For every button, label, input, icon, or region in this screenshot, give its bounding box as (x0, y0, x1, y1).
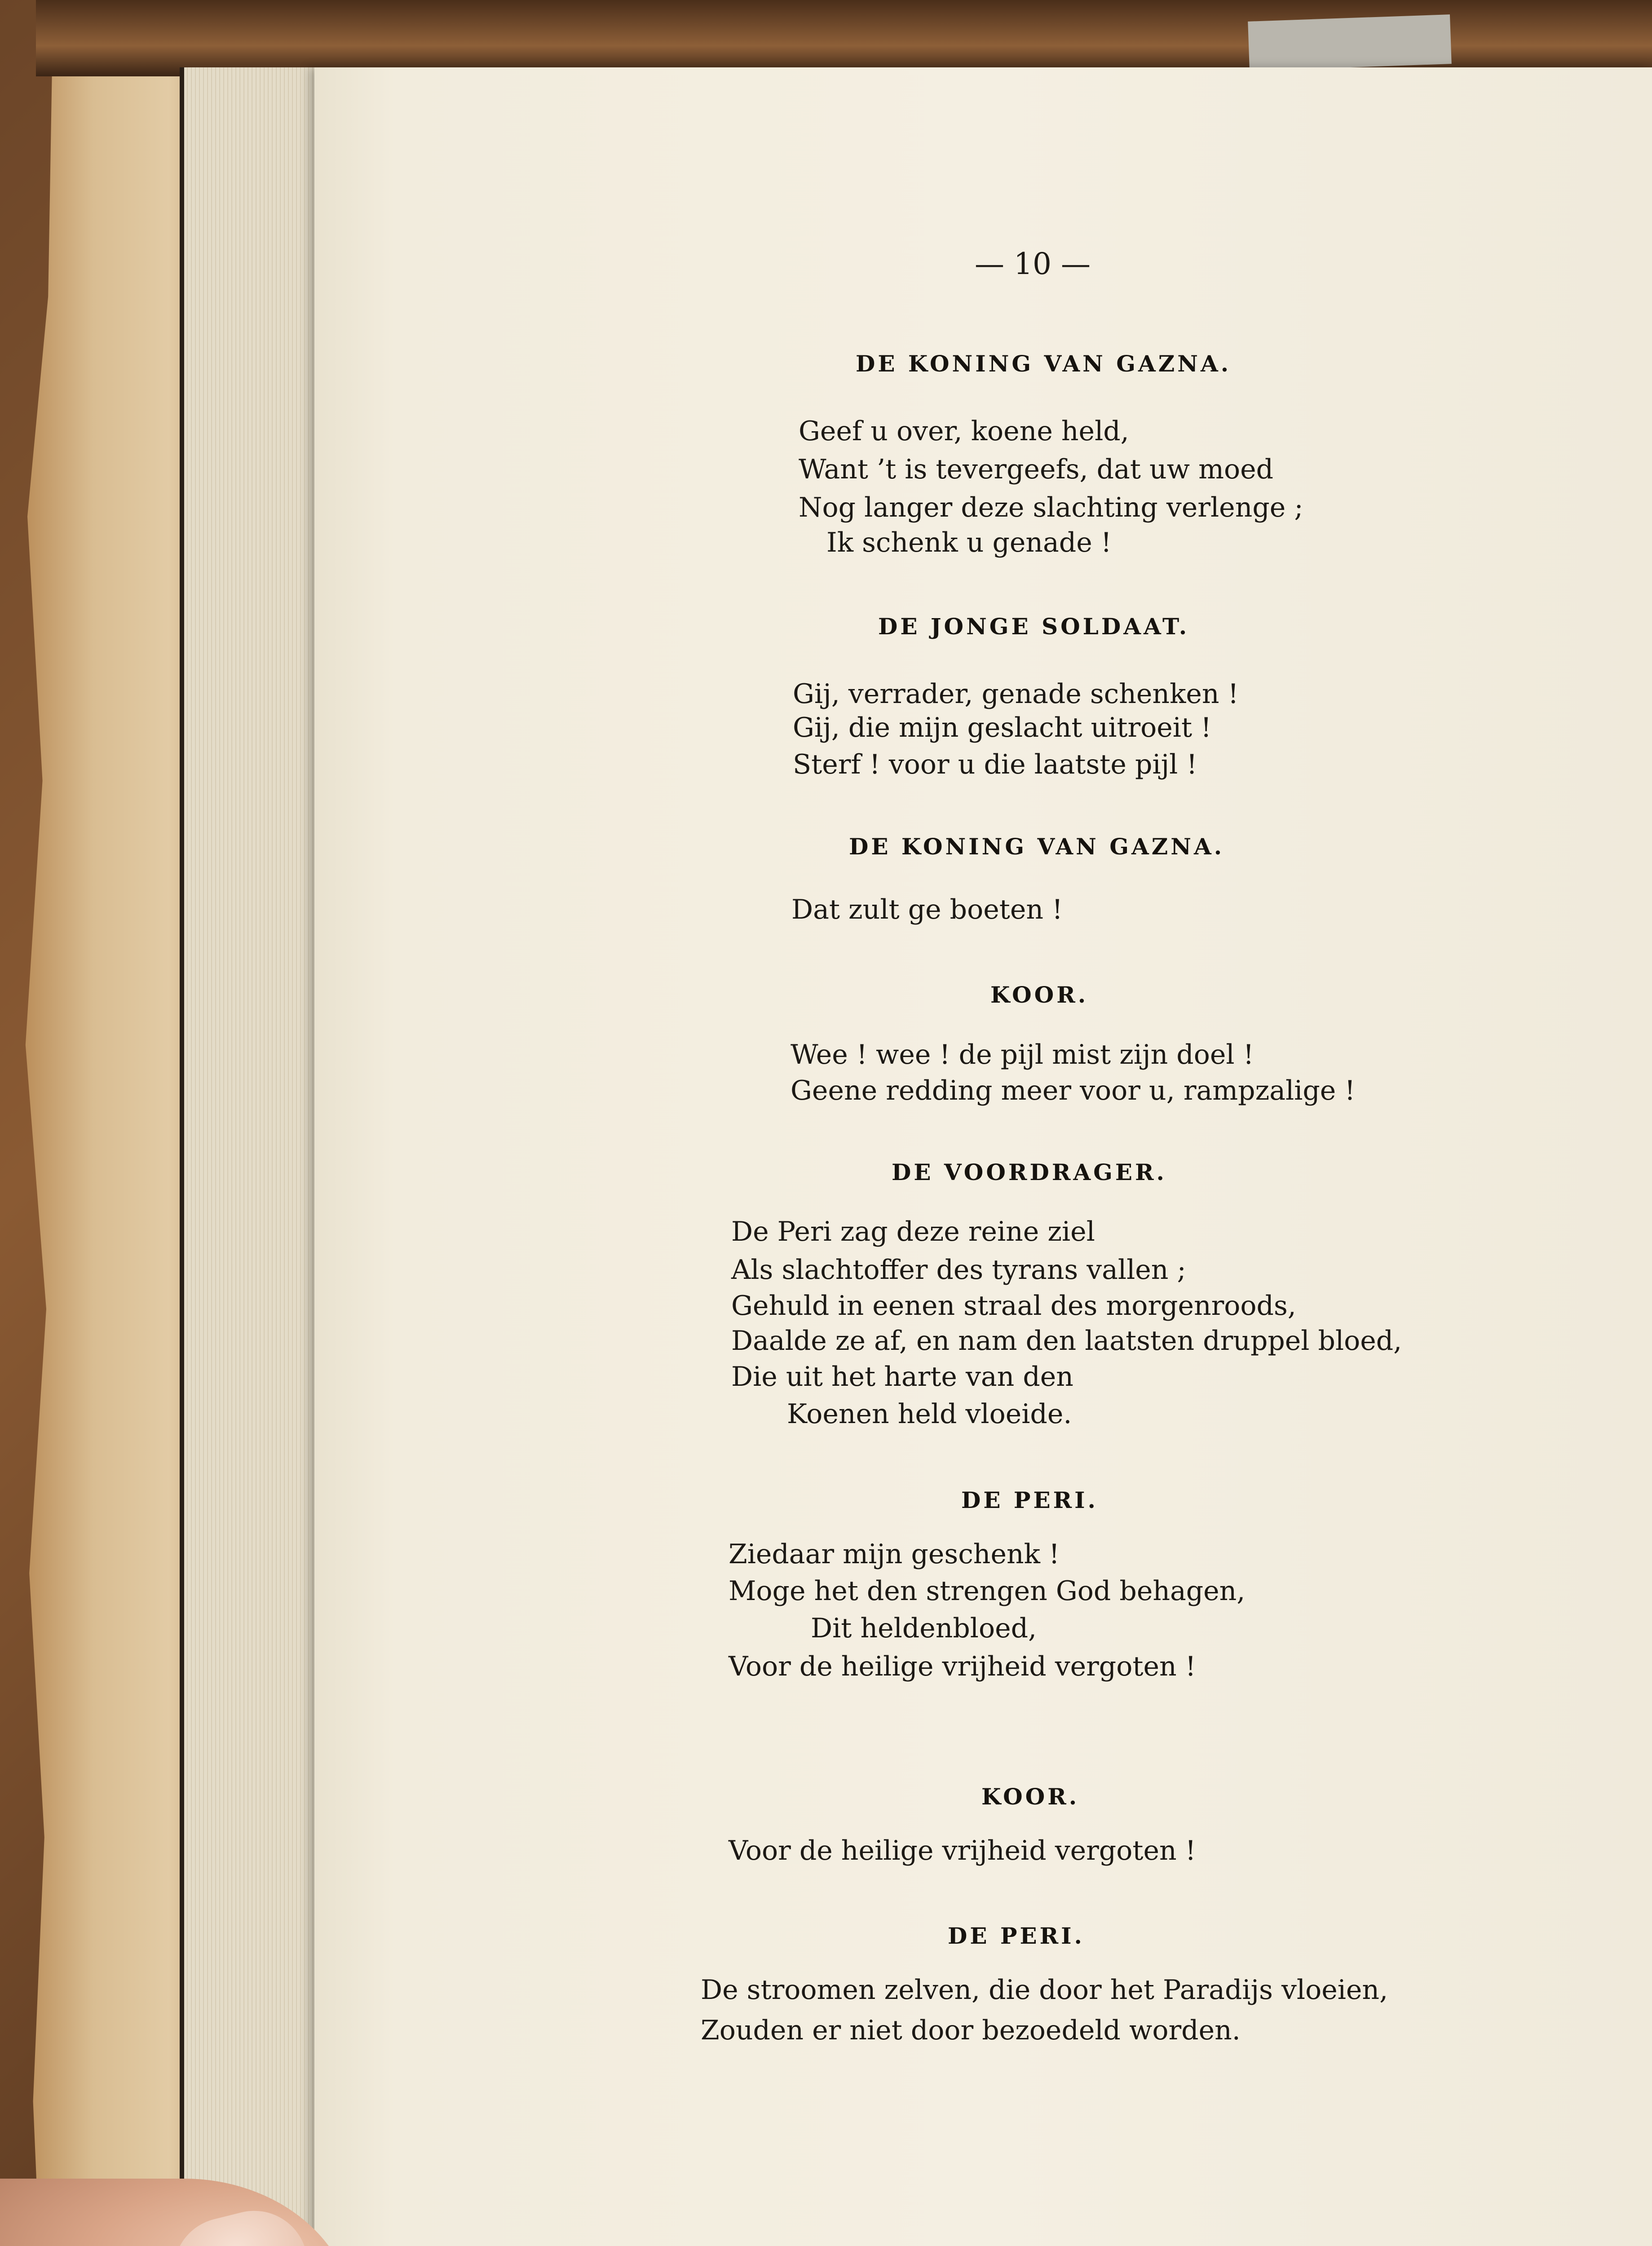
verse-line: Gij, die mijn geslacht uitroeit ! (793, 712, 1212, 743)
verse-line: Gehuld in eenen straal des morgenroods, (731, 1290, 1296, 1322)
verse-line: Wee ! wee ! de pijl mist zijn doel ! (791, 1039, 1254, 1070)
verse-line: Dat zult ge boeten ! (791, 894, 1063, 925)
verse-line: Ik schenk u genade ! (826, 527, 1112, 558)
speaker-heading: DE JONGE SOLDAAT. (878, 613, 1190, 640)
verse-line: Daalde ze af, en nam den laatsten druppel bloed, (731, 1325, 1402, 1357)
paper-tab (1248, 14, 1452, 71)
verse-line: Geene redding meer voor u, rampzalige ! (791, 1075, 1356, 1106)
speaker-heading: DE VOORDRAGER. (892, 1159, 1167, 1185)
page-edges (180, 67, 332, 2246)
speaker-heading: KOOR. (981, 1783, 1080, 1810)
verse-line: Koenen held vloeide. (787, 1398, 1072, 1430)
book-page (314, 67, 1652, 2246)
speaker-heading: DE KONING VAN GAZNA. (849, 833, 1225, 860)
page-number: — 10 — (975, 247, 1091, 281)
speaker-heading: DE PERI. (948, 1923, 1085, 1949)
speaker-heading: DE PERI. (961, 1487, 1098, 1513)
verse-line: Voor de heilige vrijheid vergoten ! (729, 1651, 1196, 1682)
verse-line: Want ’t is tevergeefs, dat uw moed (799, 454, 1274, 485)
verse-line: Gij, verrader, genade schenken ! (793, 678, 1239, 710)
verse-line: De stroomen zelven, die door het Paradijs vloeien, (701, 1974, 1388, 2006)
verse-line: Dit heldenbloed, (811, 1613, 1037, 1644)
verse-line: Geef u over, koene held, (799, 416, 1129, 447)
verse-line: Voor de heilige vrijheid vergoten ! (729, 1835, 1196, 1866)
verse-line: Zouden er niet door bezoedeld worden. (701, 2015, 1241, 2046)
verse-line: Als slachtoffer des tyrans vallen ; (731, 1254, 1186, 1286)
speaker-heading: DE KONING VAN GAZNA. (856, 350, 1232, 377)
verse-line: De Peri zag deze reine ziel (731, 1216, 1095, 1247)
verse-line: Ziedaar mijn geschenk ! (729, 1539, 1060, 1570)
speaker-heading: KOOR. (990, 982, 1089, 1008)
verse-line: Die uit het harte van den (731, 1361, 1073, 1393)
torn-left-page (18, 76, 207, 2246)
verse-line: Nog langer deze slachting verlenge ; (799, 492, 1303, 523)
verse-line: Sterf ! voor u die laatste pijl ! (793, 749, 1197, 780)
verse-line: Moge het den strengen God behagen, (729, 1575, 1246, 1607)
